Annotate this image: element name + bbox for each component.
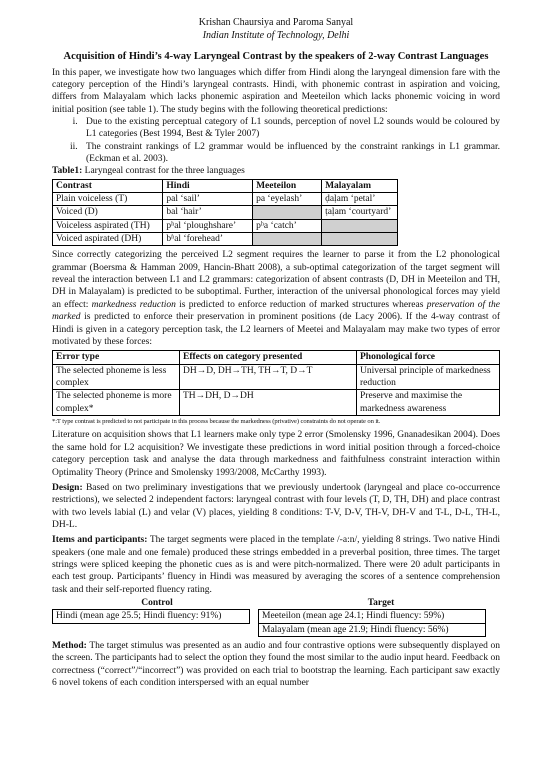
- table-header: Effects on category presented: [180, 351, 357, 364]
- table-cell-empty: [322, 233, 398, 246]
- table-cell: bal ‘hair’: [163, 206, 253, 219]
- items-label: Items and participants:: [52, 535, 148, 546]
- intro-paragraph: In this paper, we investigate how two languages which differ from Hindi along the laryngeal dimension fare with the category perception of the Hindi’s laryngeal contrasts. Hindi, with phonemic contrast in aspiration and voicing, differs from Malayalam which lacks phonemic aspiration and Meeteilon which lacks phonemic voicing in word initial position (see table 1). The study begins with the following theoretical predictions:: [52, 67, 500, 115]
- affiliation: Indian Institute of Technology, Delhi: [202, 30, 350, 41]
- table-cell: bʱal ‘forehead’: [163, 233, 253, 246]
- control-label: Control: [141, 597, 173, 608]
- table-cell-empty: [322, 219, 398, 232]
- table-cell: The selected phoneme is more complex*: [53, 390, 180, 416]
- table-row: [53, 364, 500, 390]
- error-type-table: [52, 350, 500, 416]
- perception-paragraph: Since correctly categorizing the perceived L2 segment requires the learner to parse it from the L2 phonological grammar (Boersma & Hamman 2009, Hancin-Bhatt 2008), a sub-optimal categorization of the target segment will reveal the interaction between L1 and L2 grammars: categorization of absent contrasts (D, DH in Meeteilon and TH, DH in Malayalam) is predicted to be suboptimal. Further, interaction of the universal phonological forces may yield an effect: markedness reduction is predicted to enforce reduction of marked structures whereas preservation of the marked is predicted to enforce their preservation in prominent positions (de Lacy 2006). If the 4-way contrast of Hindi is given in a category perception task, the L2 learners of Meetei and Malayalam may make two types of error motivated by these forces:: [52, 250, 500, 347]
- table-row: [53, 233, 398, 246]
- table-row: [53, 193, 398, 206]
- groups-header: [52, 597, 500, 609]
- markedness-reduction-term: markedness reduction: [91, 299, 176, 310]
- paper-title: Acquisition of Hindi’s 4-way Laryngeal Contrast by the speakers of 2-way Contrast Languages: [63, 51, 489, 62]
- document-page: [52, 14, 500, 689]
- table-header: Hindi: [163, 179, 253, 192]
- table-row: [53, 390, 500, 416]
- table-cell: ṭaḷam ‘courtyard’: [322, 206, 398, 219]
- items-paragraph: Items and participants: The target segments were placed in the template /-a:n/, yielding 8 strings. Two native Hindi speakers (one male and one female) produced these strings embedded in a preverbal position, three times. The target strings were spliced keeping the phonetic cues as is and were pitch-normalized. There were 20 adult participants in each test group. Participants’ fluency in Hindi was measured by averaging the scores of a sentence comprehension task and their self-reported fluency rating.: [52, 535, 500, 595]
- table-cell: ḍaḷam ‘petal’: [322, 193, 398, 206]
- table-cell: pal ‘sail’: [163, 193, 253, 206]
- table-row: [53, 219, 398, 232]
- table-header: Phonological force: [357, 351, 500, 364]
- table-cell: Voiced aspirated (DH): [53, 233, 163, 246]
- preservation-term: preservation of the marked: [52, 299, 500, 323]
- target-box: Malayalam (mean age 21.9; Hindi fluency: 56%): [258, 624, 486, 637]
- table-cell: The selected phoneme is less complex: [53, 364, 180, 390]
- prediction-item: ii. The constraint rankings of L2 grammar would be influenced by the constraint rankings in L1 grammar. (Eckman et al. 2003).: [80, 141, 500, 166]
- table-cell: pʰa ‘catch’: [253, 219, 322, 232]
- table-header-row: [53, 179, 398, 192]
- table-header: Malayalam: [322, 179, 398, 192]
- predictions-list: [52, 116, 500, 165]
- target-group: [258, 609, 486, 637]
- table-cell: Voiced (D): [53, 206, 163, 219]
- table-header: Contrast: [53, 179, 163, 192]
- table-cell: DH→D, DH→TH, TH→T, D→T: [180, 364, 357, 390]
- table-cell: pa ‘eyelash’: [253, 193, 322, 206]
- table-header-row: [53, 351, 500, 364]
- table-footnote: *:T type contrast is predicted to not participate in this process because the markedness (privative) constraints do not operate on it.: [52, 417, 381, 425]
- laryngeal-contrast-table: [52, 179, 398, 247]
- literature-paragraph: Literature on acquisition shows that L1 learners make only type 2 error (Smolensky 1996, Gnanadesikan 2004). Does the same hold for L2 acquisition? We investigate these predictions in word initial position through a forced-choice category perception task and analyse the data through markedness and faithfulness constraint interaction within Optimality Theory (Prince and Smolensky 1993/2008, McCarthy 1993).: [52, 430, 500, 478]
- control-group: [52, 609, 250, 623]
- table-cell-empty: [253, 206, 322, 219]
- method-label: Method:: [52, 640, 87, 651]
- control-box: Hindi (mean age 25.5; Hindi fluency: 91%): [52, 609, 250, 623]
- method-paragraph: Method: The target stimulus was presented as an audio and four contrastive options were subsequently displayed on the screen. The participants had to select the option they found the most similar to the audio input heard. Feedback on correctness (“correct”/“incorrect”) was provided on each trial to bootstrap the learning. Each participant saw exactly 6 novel tokens of each condition interspersed with an equal number: [52, 640, 500, 689]
- table1-caption-label: Table1:: [52, 166, 83, 177]
- table-header: Error type: [53, 351, 180, 364]
- authors: Krishan Chaursiya and Paroma Sanyal: [198, 17, 354, 28]
- table1-caption-text: Laryngeal contrast for the three languages: [82, 166, 245, 177]
- table-cell-empty: [253, 233, 322, 246]
- table-cell: TH→DH, D→DH: [180, 390, 357, 416]
- table-cell: Preserve and maximise the markedness awareness: [357, 390, 500, 416]
- table-cell: Universal principle of markedness reduction: [357, 364, 500, 390]
- table1-caption: [52, 165, 500, 177]
- design-paragraph: Design: Based on two preliminary investigations that we previously undertook (laryngeal and place co-occurrence restrictions), we selected 2 independent factors: laryngeal contrast with four levels (T, D, TH, DH) and place contrast with two levels labial (L) and velar (V) places, yielding 8 conditions: T-V, D-V, TH-V, DH-V and T-L, D-L, TH-L, DH-L.: [52, 482, 500, 530]
- table-cell: Plain voiceless (T): [53, 193, 163, 206]
- table-cell: Voiceless aspirated (TH): [53, 219, 163, 232]
- table-row: [53, 206, 398, 219]
- target-label: Target: [367, 597, 395, 608]
- table-header: Meeteilon: [253, 179, 322, 192]
- groups-row: [52, 609, 500, 637]
- prediction-item: i. Due to the existing perceptual category of L1 sounds, perception of novel L2 sounds would be coloured by L1 categories (Best 1994, Best & Tyler 2007): [80, 116, 500, 141]
- design-label: Design:: [52, 482, 83, 493]
- table-cell: pʰal ‘ploughshare’: [163, 219, 253, 232]
- target-box: Meeteilon (mean age 24.1; Hindi fluency: 59%): [258, 609, 486, 623]
